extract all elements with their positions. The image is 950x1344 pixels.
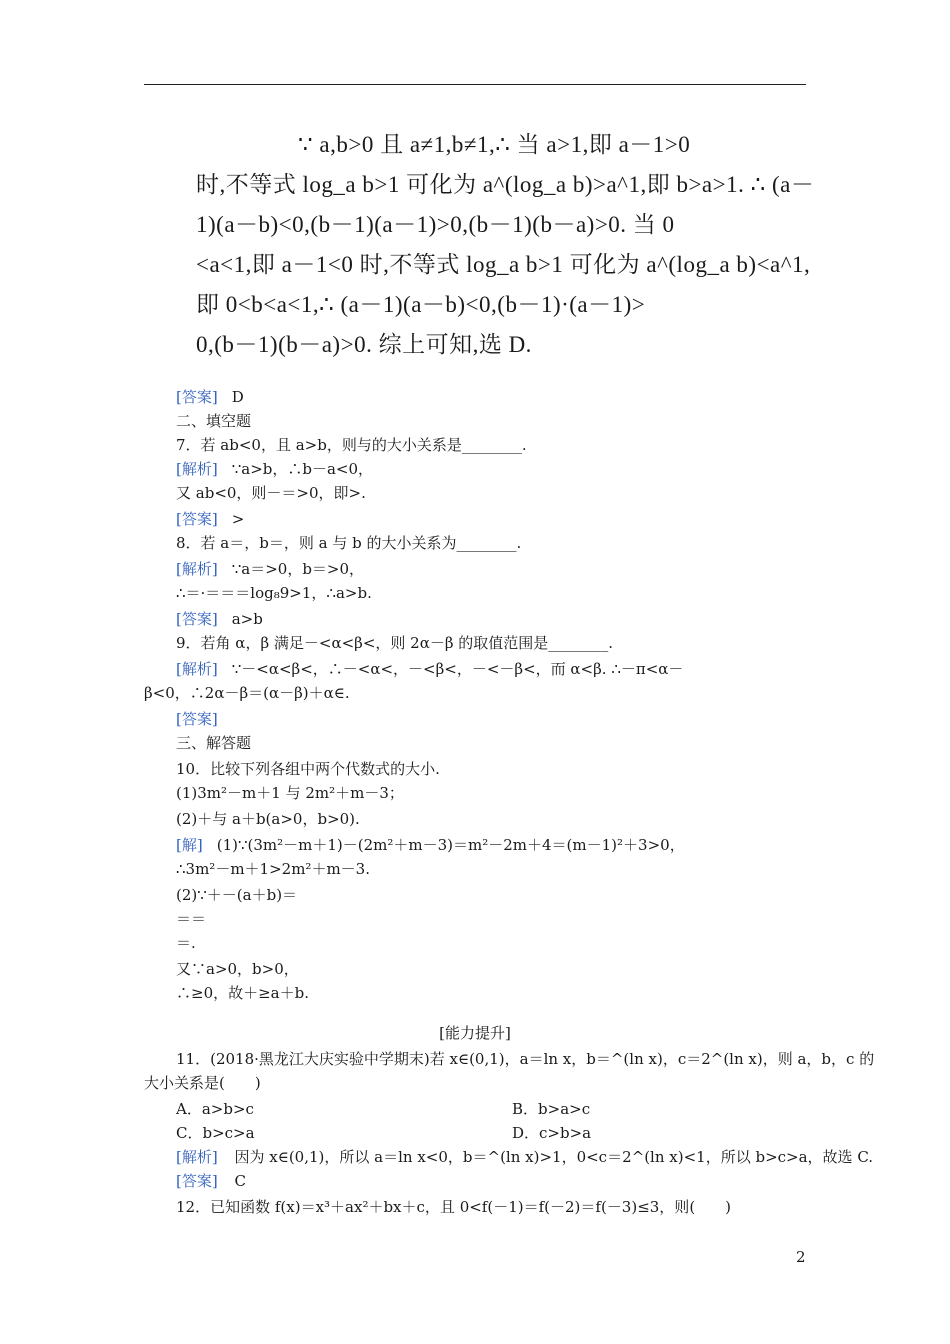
tag-label: [答案] <box>176 510 218 528</box>
q12-stem: 12．已知函数 f(x)＝x³＋ax²＋bx＋c，且 0<f(－1)＝f(－2)＝f(－3)≤3，则( ) <box>176 1198 732 1216</box>
text-line <box>176 732 251 754</box>
text-line <box>176 558 364 580</box>
text-line <box>176 708 232 730</box>
q11-stem: 11．(2018·黑龙江大庆实验中学期末)若 x∈(0,1)，a＝ln x，b＝^(ln x)，c＝2^(ln x)，则 a，b，c 的 <box>176 1050 875 1068</box>
line-text: D <box>231 388 244 406</box>
line-text: ∵a＝>0，b＝>0， <box>231 560 365 578</box>
line-text: ＝. <box>176 934 196 952</box>
solution-line-1: ∵ a,b>0 且 a≠1,b≠1,∴ 当 a>1,即 a－1>0 <box>298 132 691 157</box>
line-text: 又 ab<0，则－＝>0，即>. <box>176 484 366 502</box>
analysis-text: 因为 x∈(0,1)，所以 a＝ln x<0，b＝^(ln x)>1，0<c＝2^(ln x)<1，所以 b>c>a，故选 C. <box>234 1148 874 1166</box>
q11-analysis <box>176 1146 873 1168</box>
text-line <box>176 908 206 930</box>
q11-option-b: B．b>a>c <box>512 1100 591 1118</box>
page-number: 2 <box>796 1248 806 1266</box>
text-line <box>176 834 685 856</box>
header-rule <box>144 84 806 85</box>
text-line <box>176 808 360 830</box>
tag-label: [解析] <box>176 460 218 478</box>
q11-answer <box>176 1170 246 1192</box>
line-text: 10．比较下列各组中两个代数式的大小. <box>176 760 440 778</box>
answer-text: C <box>234 1172 246 1190</box>
text-line <box>176 482 366 504</box>
analysis-tag: [解析] <box>176 1148 218 1166</box>
text-line <box>176 932 196 954</box>
line-text: a>b <box>231 610 263 628</box>
text-line <box>176 884 297 906</box>
text-line <box>176 782 404 804</box>
tag-label: [答案] <box>176 388 218 406</box>
text-line <box>144 682 350 704</box>
text-line <box>176 532 521 554</box>
answer-tag: [答案] <box>176 1172 218 1190</box>
solution-line-2: 时,不等式 log_a b>1 可化为 a^(log_a b)>a^1,即 b>a>1. ∴ (a－ <box>196 172 815 197</box>
section-title: [能力提升] <box>439 1024 511 1042</box>
line-text: > <box>231 510 245 528</box>
q11-stem-2: 大小关系是( ) <box>144 1074 261 1092</box>
line-text: 又∵a>0，b>0， <box>176 960 299 978</box>
line-text: 8．若 a＝，b＝，则 a 与 b 的大小关系为________. <box>176 534 522 552</box>
text-line <box>176 386 244 408</box>
solution-line-6: 0,(b－1)(b－a)>0. 综上可知,选 D. <box>196 332 532 357</box>
solution-line-5: 即 0<b<a<1,∴ (a－1)(a－b)<0,(b－1)·(a－1)> <box>196 292 646 317</box>
line-text: ∵－<α<β<，∴－<α<，－<β<，－<－β<，而 α<β. ∴－π<α－ <box>231 660 684 678</box>
text-line <box>176 608 263 630</box>
text-line <box>176 632 613 654</box>
tag-label: [解析] <box>176 660 218 678</box>
q11-option-c: C．b>c>a <box>176 1124 255 1142</box>
line-text: (1)∵(3m²－m＋1)－(2m²＋m－3)＝m²－2m＋4＝(m－1)²＋3>0， <box>216 836 685 854</box>
solution-line-3: 1)(a－b)<0,(b－1)(a－1)>0,(b－1)(b－a)>0. 当 0 <box>196 212 675 237</box>
tag-label: [解] <box>176 836 203 854</box>
line-text: 三、解答题 <box>176 734 252 752</box>
q11-option-a: A．a>b>c <box>176 1100 254 1118</box>
text-line <box>176 958 299 980</box>
line-text: (1)3m²－m＋1 与 2m²＋m－3； <box>176 784 404 802</box>
tag-label: [解析] <box>176 560 218 578</box>
text-line <box>176 508 244 530</box>
text-line <box>176 858 370 880</box>
line-text: ∴≥0，故＋≥a＋b. <box>176 984 309 1002</box>
text-line <box>176 410 251 432</box>
text-line <box>176 434 527 456</box>
solution-line-4: <a<1,即 a－1<0 时,不等式 log_a b>1 可化为 a^(log_a b)<a^1, <box>196 252 811 277</box>
line-text: β<0，∴2α－β＝(α－β)＋α∈. <box>144 684 350 702</box>
line-text: 二、填空题 <box>176 412 252 430</box>
line-text: (2)∵＋－(a＋b)＝ <box>176 886 298 904</box>
q11-option-d: D．c>b>a <box>512 1124 592 1142</box>
text-line <box>176 982 309 1004</box>
line-text: ∵a>b，∴b－a<0， <box>231 460 374 478</box>
text-line <box>176 758 440 780</box>
line-text: 9．若角 α，β 满足－<α<β<，则 2α－β 的取值范围是________. <box>176 634 614 652</box>
tag-label: [答案] <box>176 710 218 728</box>
text-line <box>176 658 683 680</box>
text-line <box>176 458 373 480</box>
tag-label: [答案] <box>176 610 218 628</box>
line-text: ∴＝·＝＝＝log₈9>1，∴a>b. <box>176 584 372 602</box>
line-text: 7．若 ab<0，且 a>b，则与的大小关系是________. <box>176 436 527 454</box>
line-text: (2)＋与 a＋b(a>0，b>0). <box>176 810 360 828</box>
line-text: ∴3m²－m＋1>2m²＋m－3. <box>176 860 370 878</box>
line-text: ＝＝ <box>176 910 207 928</box>
text-line <box>176 582 372 604</box>
